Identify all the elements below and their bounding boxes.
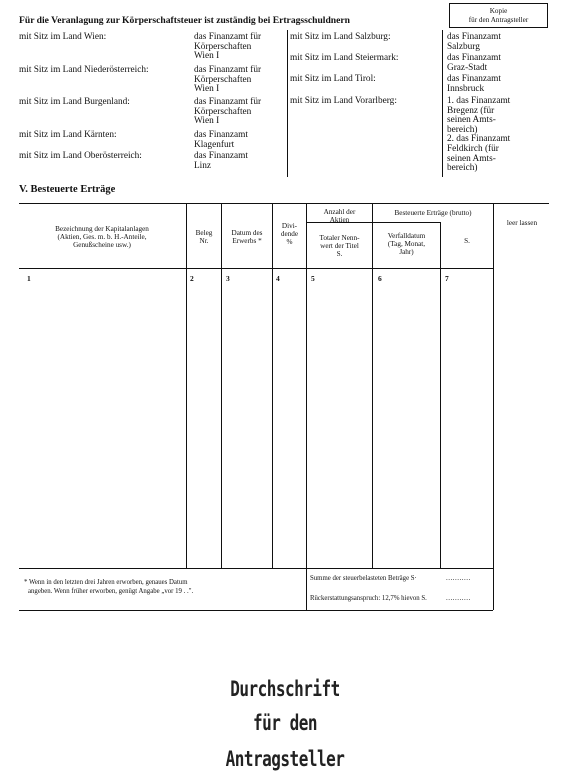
office-land-wien: mit Sitz im Land Wien:: [19, 32, 107, 42]
header-title: Für die Veranlagung zur Körperschaftsteuer ist zuständig bei Ertragsschuldnern: [19, 15, 350, 26]
table-bottom-rule: [19, 610, 493, 611]
col-divider-7: [493, 203, 494, 610]
office-fa-vorarlberg: 1. das Finanzamt Bregenz (für seinen Amts- bereich) 2. das Finanzamt Feldkirch (für seinen Amts- bereich): [447, 96, 511, 174]
rueckerstattung-field[interactable]: ...........: [446, 594, 471, 602]
table-top-rule: [19, 203, 549, 204]
col-number-1: 1: [27, 274, 31, 283]
col8-header: leer lassen: [506, 219, 538, 227]
office-land-vorarlberg: mit Sitz im Land Vorarlberg:: [290, 96, 397, 106]
col-number-2: 2: [190, 274, 194, 283]
office-land-ooe: mit Sitz im Land Oberösterreich:: [19, 151, 142, 161]
col-number-5: 5: [311, 274, 315, 283]
office-land-salzburg: mit Sitz im Land Salzburg:: [290, 32, 391, 42]
col5-group-header: Anzahl der Aktien: [323, 208, 356, 224]
office-divider-2: [442, 30, 443, 177]
office-fa-ooe: das Finanzamt Linz: [194, 151, 248, 171]
col-number-4: 4: [276, 274, 280, 283]
office-land-steiermark: mit Sitz im Land Steiermark:: [290, 53, 399, 63]
col-divider-2: [221, 203, 222, 568]
stamp-line-3: Antragsteller: [225, 745, 345, 772]
col-divider-6: [440, 222, 441, 568]
footnote-line-1: * Wenn in den letzten drei Jahren erworben, genaues Datum: [24, 579, 188, 586]
office-fa-steiermark: das Finanzamt Graz-Stadt: [447, 53, 501, 73]
col2-header: Beleg Nr.: [195, 229, 213, 245]
col-divider-5: [372, 203, 373, 568]
col-divider-4: [306, 203, 307, 610]
office-divider-1: [287, 30, 288, 177]
office-land-kaernten: mit Sitz im Land Kärnten:: [19, 130, 117, 140]
col-number-7: 7: [445, 274, 449, 283]
office-land-burgenland: mit Sitz im Land Burgenland:: [19, 97, 130, 107]
kopie-label: Kopie: [489, 7, 508, 15]
footnote-line-2: angeben. Wenn früher erworben, genügt Angabe „vor 19 . .".: [28, 588, 194, 595]
stamp-line-2: für den: [253, 709, 317, 736]
office-land-tirol: mit Sitz im Land Tirol:: [290, 74, 376, 84]
stamp-line-1: Durchschrift: [230, 675, 340, 702]
table-body-bottom-rule: [19, 568, 493, 569]
summe-label: Summe der steuerbelasteten Beträge S·: [310, 575, 417, 582]
office-fa-salzburg: das Finanzamt Salzburg: [447, 32, 501, 52]
office-land-noe: mit Sitz im Land Niederösterreich:: [19, 65, 149, 75]
col7-header: S.: [464, 237, 470, 245]
kopie-box: [449, 3, 548, 28]
summe-field[interactable]: ...........: [446, 574, 471, 582]
office-fa-kaernten: das Finanzamt Klagenfurt: [194, 130, 248, 150]
col-number-6: 6: [378, 274, 382, 283]
col67-group-header: Besteuerte Erträge (brutto): [394, 209, 472, 217]
col-number-3: 3: [226, 274, 230, 283]
col4-header: Divi- dende %: [280, 222, 299, 246]
col3-header: Datum des Erwerbs *: [231, 229, 263, 245]
office-fa-burgenland: das Finanzamt für Körperschaften Wien I: [194, 97, 262, 127]
rueckerstattung-label: Rückerstattungsanspruch: 12,7% hievon S.: [310, 595, 427, 602]
col6-header: Verfalldatum (Tag, Monat, Jahr): [387, 232, 426, 256]
col-divider-1: [186, 203, 187, 568]
section-title: V. Besteuerte Erträge: [19, 184, 116, 195]
table-header-rule: [19, 268, 493, 269]
office-fa-wien: das Finanzamt für Körperschaften Wien I: [194, 32, 262, 62]
kopie-sub-label: für den Antragsteller: [468, 16, 529, 24]
col1-header: Bezeichnung der Kapitalanlagen (Aktien, Ges. m. b. H.-Anteile, Genußscheine usw.): [55, 225, 149, 249]
office-fa-noe: das Finanzamt für Körperschaften Wien I: [194, 65, 262, 95]
office-fa-tirol: das Finanzamt Innsbruck: [447, 74, 501, 94]
col-divider-3: [272, 203, 273, 568]
col5-header: Totaler Nenn- wert der Titel S.: [319, 234, 360, 258]
